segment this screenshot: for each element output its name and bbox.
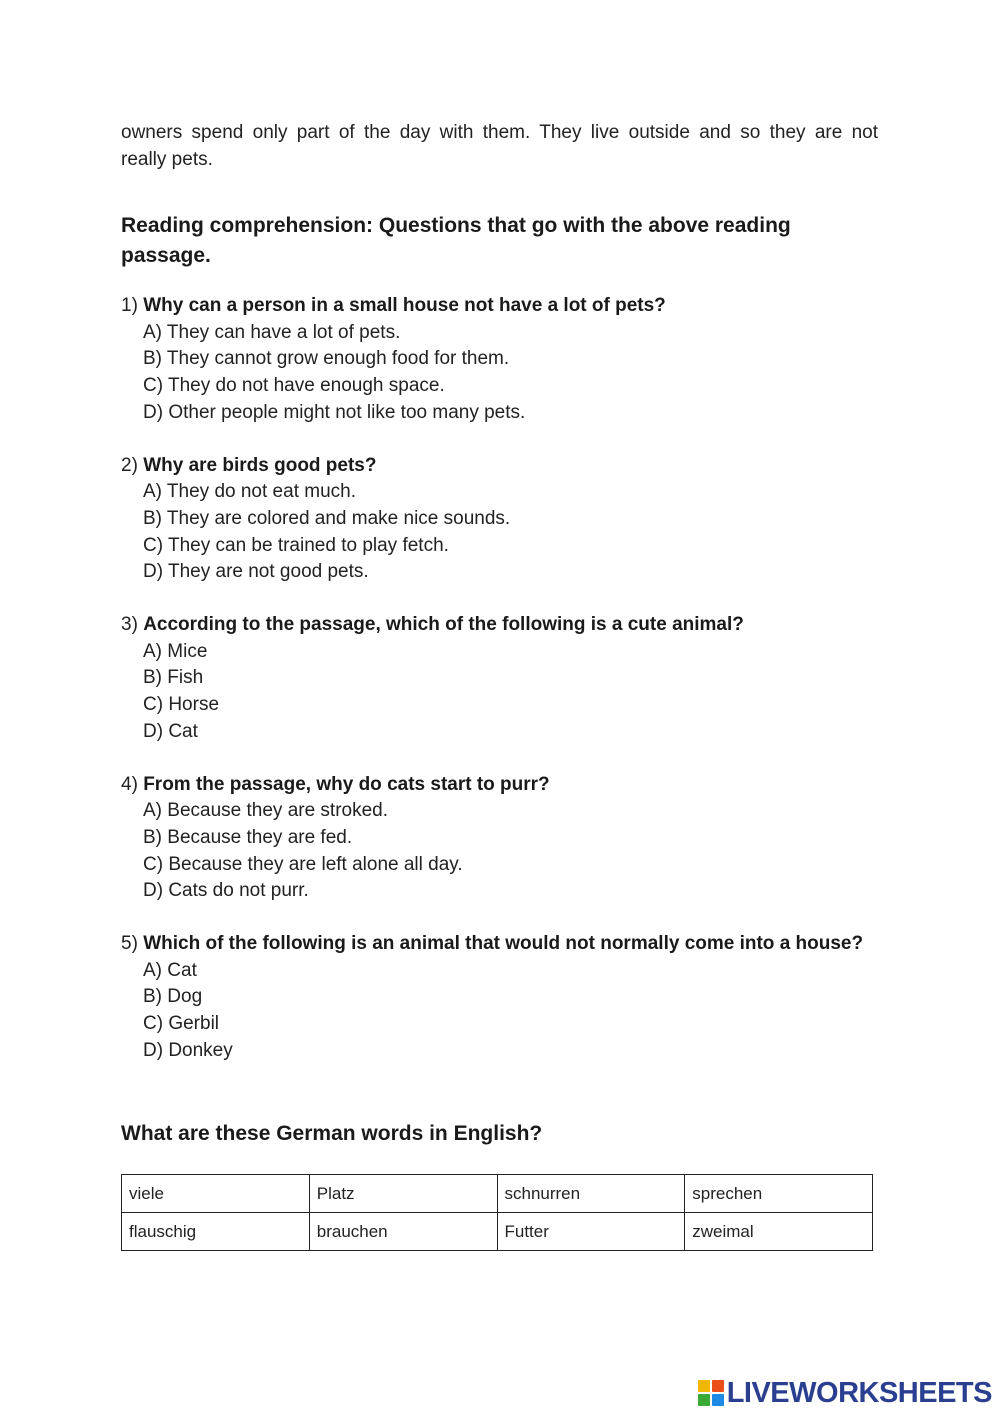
- german-words-heading: What are these German words in English?: [121, 1122, 543, 1145]
- answer-option: D) They are not good pets.: [143, 561, 369, 583]
- question-line: [121, 453, 878, 480]
- answer-option: D) Other people might not like too many pets.: [143, 401, 526, 423]
- answer-option: C) Horse: [143, 694, 220, 716]
- question-block: [121, 453, 878, 587]
- answer-option: D) Cats do not purr.: [143, 880, 309, 902]
- german-word-cell: zweimal: [685, 1213, 873, 1251]
- comprehension-heading: Reading comprehension: Questions that go with the above reading passage.: [121, 214, 791, 267]
- answer-option: C) They can be trained to play fetch.: [143, 534, 449, 556]
- question-list: [121, 293, 878, 1091]
- brand-text: LIVEWORKSHEETS: [726, 1376, 992, 1409]
- german-word-cell: viele: [122, 1175, 310, 1213]
- question-text: Why can a person in a small house not have a lot of pets?: [143, 295, 666, 316]
- logo-square: [698, 1380, 710, 1392]
- answer-option: C) Because they are left alone all day.: [143, 853, 463, 875]
- answer-option: A) Because they are stroked.: [143, 800, 389, 822]
- answer-option: B) They cannot grow enough food for them.: [143, 348, 510, 370]
- liveworksheets-logo-icon: [698, 1380, 724, 1406]
- question-number: 3): [121, 614, 138, 636]
- question-block: [121, 931, 878, 1065]
- question-text: From the passage, why do cats start to purr?: [143, 773, 550, 795]
- german-word-cell: sprechen: [685, 1175, 873, 1213]
- question-line: [121, 293, 878, 320]
- answer-option: A) Mice: [143, 640, 208, 662]
- answer-option: A) They can have a lot of pets.: [143, 321, 401, 343]
- question-block: [121, 772, 878, 906]
- question-block: [121, 293, 878, 427]
- german-word-cell: schnurren: [497, 1175, 685, 1213]
- table-row: [122, 1175, 873, 1213]
- question-block: [121, 612, 878, 746]
- answer-option: A) Cat: [143, 959, 197, 981]
- intro-line-1: owners spend only part of the day with them. They live outside and so they are not: [121, 122, 878, 143]
- answer-option: B) Because they are fed.: [143, 826, 353, 848]
- answer-option: B) They are colored and make nice sounds.: [143, 507, 511, 529]
- question-number: 5): [121, 933, 138, 955]
- german-word-cell: Futter: [497, 1213, 685, 1251]
- question-line: [121, 772, 878, 799]
- german-word-cell: brauchen: [309, 1213, 497, 1251]
- german-word-cell: flauschig: [122, 1213, 310, 1251]
- answer-option: B) Fish: [143, 667, 204, 689]
- question-line: [121, 612, 878, 639]
- answer-option: D) Donkey: [143, 1039, 233, 1061]
- logo-square: [712, 1394, 724, 1406]
- question-text: Why are birds good pets?: [143, 454, 377, 476]
- question-line: [121, 931, 878, 958]
- liveworksheets-brand: [698, 1376, 992, 1410]
- question-number: 1): [121, 295, 138, 316]
- intro-passage: [121, 119, 878, 173]
- question-number: 4): [121, 773, 138, 795]
- question-text: Which of the following is an animal that would not normally come into a house?: [143, 933, 864, 955]
- answer-option: D) Cat: [143, 720, 198, 742]
- intro-line-2: really pets.: [121, 149, 213, 170]
- answer-option: C) They do not have enough space.: [143, 375, 445, 397]
- answer-option: A) They do not eat much.: [143, 481, 356, 503]
- german-word-cell: Platz: [309, 1175, 497, 1213]
- answer-option: C) Gerbil: [143, 1013, 220, 1035]
- question-text: According to the passage, which of the following is a cute animal?: [143, 614, 744, 636]
- table-row: [122, 1213, 873, 1251]
- answer-option: B) Dog: [143, 986, 203, 1008]
- question-number: 2): [121, 454, 138, 476]
- logo-square: [712, 1380, 724, 1392]
- logo-square: [698, 1394, 710, 1406]
- german-words-table: [121, 1174, 873, 1251]
